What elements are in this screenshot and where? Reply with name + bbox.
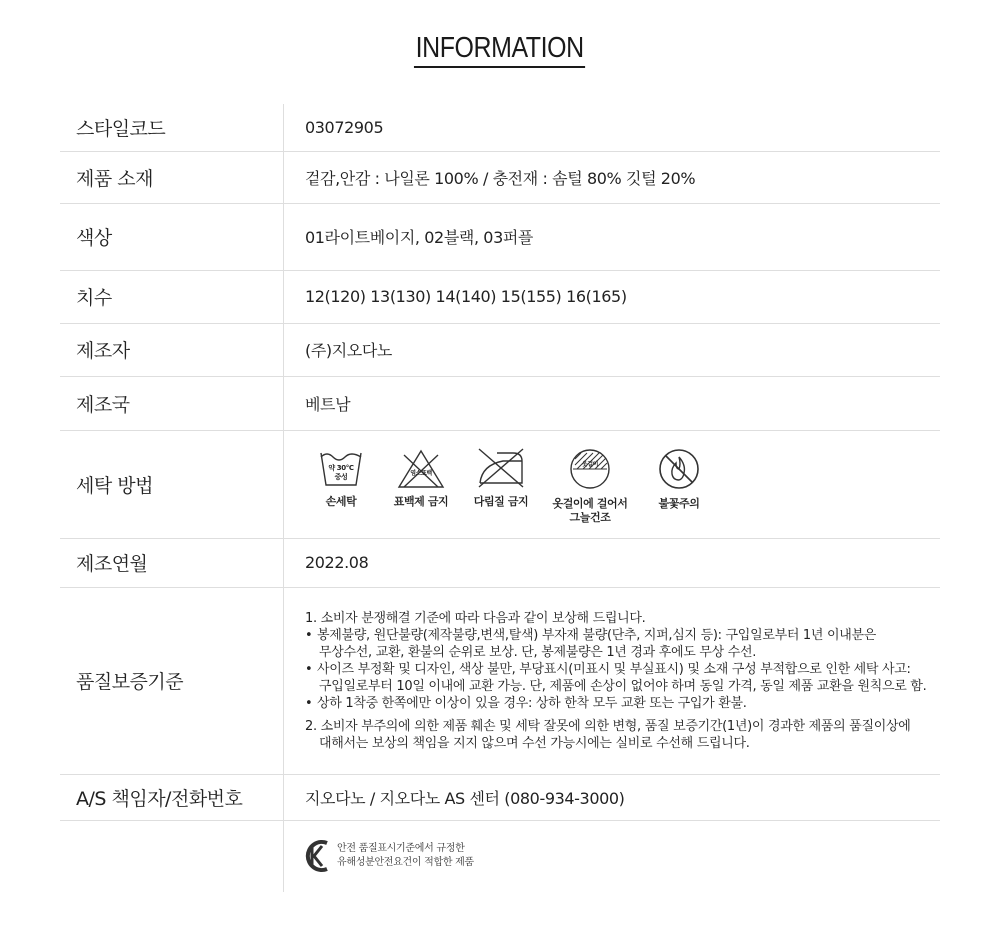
wash-item (465, 447, 537, 509)
wash-item (385, 447, 457, 509)
row-value: 03072905 (284, 104, 941, 151)
no-bleach-text: 염소표백 (410, 470, 432, 477)
table-row (60, 376, 940, 430)
kc-cell (284, 820, 941, 892)
row-value: 12(120) 13(130) 14(140) 15(155) 16(165) (284, 270, 941, 323)
table-row (60, 151, 940, 203)
row-value: 겉감,안감 : 나일론 100% / 충전재 : 솜털 80% 깃털 20% (284, 151, 941, 203)
hang-dry-shade-icon (567, 447, 613, 491)
table-row (60, 203, 940, 270)
no-bleach-icon (396, 447, 446, 489)
quality-line: 1. 소비자 분쟁해결 기준에 따라 다음과 같이 보상해 드립니다. (305, 610, 646, 626)
wash-caption-line2: 그늘건조 (569, 511, 611, 524)
kc-text (337, 842, 474, 870)
quality-line: 구입일로부터 10일 이내에 교환 가능. 단, 제품에 손상이 없어야 하며 동일 가격, 동일 제품 교환을 원칙으로 함. (319, 678, 927, 694)
wash-item (305, 447, 377, 509)
kc-text-line2: 유해성분안전요건이 적합한 제품 (337, 857, 474, 869)
wash-caption (552, 497, 627, 525)
row-label: A/S 책임자/전화번호 (60, 774, 284, 820)
row-label-empty (60, 820, 284, 892)
row-value: 지오다노 / 지오다노 AS 센터 (080-934-3000) (284, 774, 941, 820)
page-title-wrap (0, 30, 1000, 68)
info-table (60, 104, 940, 892)
quality-content (284, 587, 941, 774)
hand-wash-icon (318, 447, 364, 489)
row-label: 치수 (60, 270, 284, 323)
wash-caption: 다림질 금지 (473, 495, 529, 508)
quality-line: • 사이즈 부정확 및 디자인, 색상 불만, 부당표시(미표시 및 부실표시) 및 소재 구성 부적합으로 인한 세탁 사고: (305, 661, 940, 678)
row-value: 2022.08 (284, 538, 941, 587)
wash-caption: 표백제 금지 (393, 495, 449, 508)
table-row (60, 323, 940, 376)
no-iron-icon (475, 447, 527, 489)
row-label: 제조국 (60, 376, 284, 430)
row-label: 제조연월 (60, 538, 284, 587)
hang-dry-text: 옷걸이 (581, 461, 599, 468)
row-label: 스타일코드 (60, 104, 284, 151)
hand-wash-detergent: 중성 (334, 473, 348, 481)
quality-line: • 봉제불량, 원단불량(제작불량,변색,탈색) 부자재 불량(단추, 지퍼,심지 등): 구입일로부터 1년 이내분은 (305, 627, 940, 644)
table-row-quality (60, 587, 940, 774)
table-row (60, 774, 940, 820)
kc-text-line1: 안전 품질표시기준에서 규정한 (337, 843, 465, 855)
wash-caption-line1: 옷걸이에 걸어서 (552, 497, 628, 510)
quality-line: 무상수선, 교환, 환불의 순위로 보상. 단, 봉제불량은 1년 경과 후에도 무상 수선. (319, 644, 757, 660)
row-label: 제품 소재 (60, 151, 284, 203)
flame-warning-icon (656, 447, 702, 491)
row-label: 색상 (60, 203, 284, 270)
table-row (60, 104, 940, 151)
page-title: INFORMATION (414, 30, 585, 68)
row-value: 베트남 (284, 376, 941, 430)
quality-label: 품질보증기준 (60, 587, 284, 774)
kc-certification-icon (305, 837, 331, 875)
kc-mark (305, 837, 940, 875)
table-row-washing (60, 430, 940, 538)
quality-line: • 상하 1착중 한쪽에만 이상이 있을 경우: 상하 한착 모두 교환 또는 구입가 환불. (305, 695, 940, 712)
quality-line: 2. 소비자 부주의에 의한 제품 훼손 및 세탁 잘못에 의한 변형, 품질 보증기간(1년)이 경과한 제품의 품질이상에 (305, 718, 911, 734)
table-row-kc (60, 820, 940, 892)
hand-wash-temp: 약 30°C (328, 464, 354, 472)
wash-caption: 불꽃주의 (658, 497, 700, 510)
wash-item (643, 447, 715, 511)
row-label: 제조자 (60, 323, 284, 376)
quality-lines (305, 610, 940, 752)
washing-label: 세탁 방법 (60, 430, 284, 538)
table-row (60, 270, 940, 323)
washing-icons (284, 430, 941, 538)
row-value: 01라이트베이지, 02블랙, 03퍼플 (284, 203, 941, 270)
wash-caption: 손세탁 (325, 495, 357, 508)
quality-line: 대해서는 보상의 책임을 지지 않으며 수선 가능시에는 실비로 수선해 드립니다. (319, 735, 750, 751)
row-value: (주)지오다노 (284, 323, 941, 376)
wash-item (545, 447, 635, 525)
table-row (60, 538, 940, 587)
